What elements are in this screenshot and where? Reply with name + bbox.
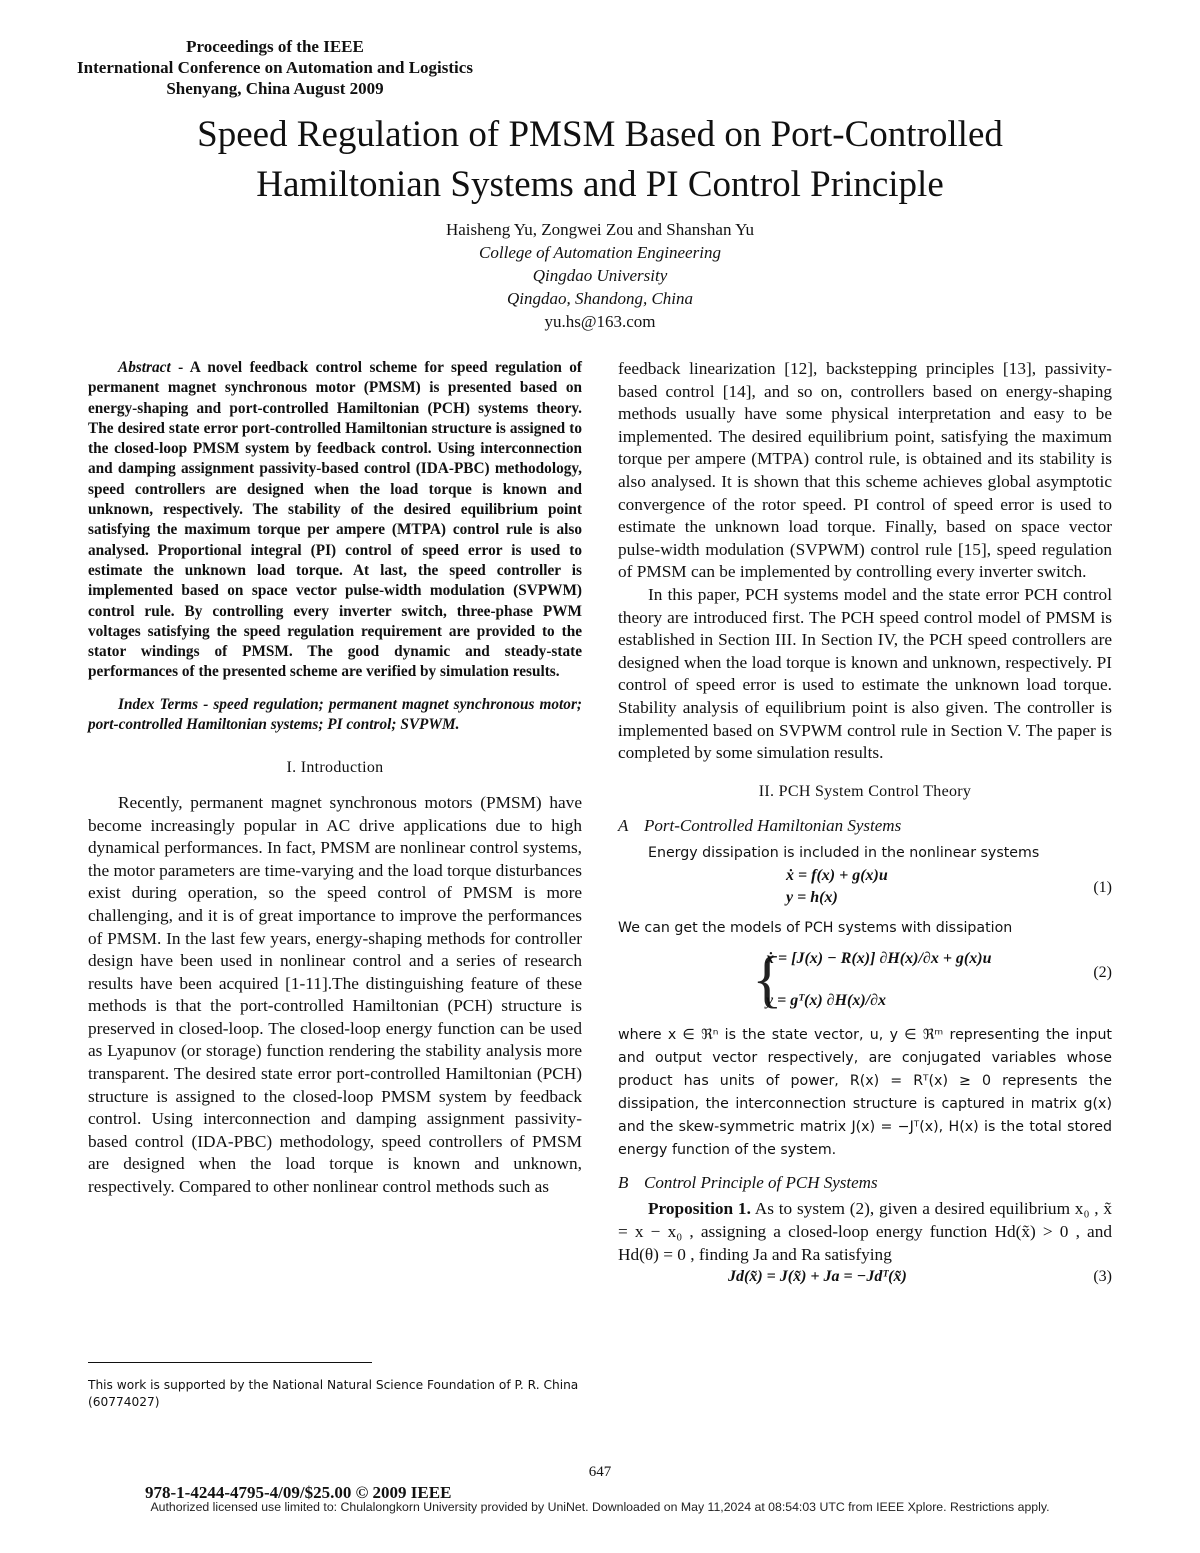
footnote-divider [88,1362,372,1363]
location-date-line: Shenyang, China August 2009 [166,79,384,98]
equation-3 [618,1266,1112,1290]
abstract-text: - A novel feedback control scheme for speed regulation of permanent magnet synchronous motor (PMSM) is presented based on energy-shaping and port-controlled Hamiltonian (PCH) systems theory. The desired state error port-controlled Hamiltonian structure is assigned to the closed-loop PMSM system by feedback control. Using interconnection and damping assignment passivity-based control (IDA-PBC) methodology, speed controllers are designed when the load torque is known and unknown, respectively. The stability of the desired equilibrium point satisfying the maximum torque per ampere (MTPA) control rule is also analysed. Proportional integral (PI) control of speed error is used to estimate the unknown load torque. At last, the speed controller is implemented based on space vector pulse-width modulation (SVPWM) control rule. By controlling every inverter switch, three-phase PWM voltages satisfying the speed regulation requirement are provided to the stator windings of PMSM. The good dynamic and steady-state performances of the presented scheme are verified by simulation results. [88,359,582,681]
author-block [300,218,900,333]
proceedings-line: Proceedings of the IEEE [186,37,364,56]
intro-continued-paragraph: feedback linearization [12], backstepping principles [13], passivity-based control [14], and so on, controllers based on energy-shaping methods usually have some physical interpretation and easy to be implemented. The desired equilibrium point, satisfying the maximum torque per ampere (MTPA) control rule, is obtained and its stability is also analysed. It is shown that this scheme achieves global asymptotic convergence of the rotor speed. PI control of speed error is used to estimate the unknown load torque. Finally, based on space vector pulse-width modulation (SVPWM) control rule [15], speed regulation of PMSM can be implemented by controlling every inverter switch. [618,359,1112,582]
subsection-a-heading [618,815,1112,838]
equation-1 [618,865,1112,917]
equation-1-body [786,865,888,909]
section-1-heading: I. Introduction [286,759,384,777]
title-line-1: Speed Regulation of PMSM Based on Port-Controlled [197,114,1003,155]
author-city: Qingdao, Shandong, China [506,289,694,308]
equation-3-number: (3) [1093,1268,1112,1286]
subsection-b-label: B [618,1172,629,1192]
equation-1-line-b: y = h(x) [786,888,838,906]
license-notice: Authorized licensed use limited to: Chulalongkorn University provided by UniNet. Downloaded on May 11,2024 at 08:54:03 UTC from IEEE Xplore. Restrictions apply. [150,1500,1050,1514]
conference-line: International Conference on Automation and Logistics [77,58,473,77]
equation-3-body: Jd(x̃) = J(x̃) + Ja = −Jdᵀ(x̃) [728,1268,907,1286]
subsection-a-title: Port-Controlled Hamiltonian Systems [644,816,902,836]
equation-2 [618,940,1112,1024]
author-department: College of Automation Engineering [479,243,721,262]
page-number: 647 [588,1464,612,1480]
right-column [618,358,1112,1290]
subsection-a-label: A [618,816,629,836]
subsection-b-title: Control Principle of PCH Systems [644,1172,878,1192]
section-2-heading: II. PCH System Control Theory [758,782,972,800]
equation-2-line-b: y = gᵀ(x) ∂H(x)/∂x [766,991,887,1009]
abstract-label: Abstract [118,359,171,376]
author-university: Qingdao University [532,266,668,285]
equation-1-number: (1) [1093,878,1112,896]
paper-title [80,110,1120,210]
pch-models-line: We can get the models of PCH systems with dissipation [618,919,1013,936]
where-paragraph: where x ∈ ℜⁿ is the state vector, u, y ∈ ℜᵐ representing the input and output vector respectively, are conjugated variables whose product has units of power, R(x) = Rᵀ(x) ≥ 0 represents the dissipation, the interconnection structure is captured in matrix g(x) and the skew-symmetric matrix J(x) = −Jᵀ(x), H(x) is the total stored energy function of the system. [618,1026,1112,1158]
energy-dissipation-line: Energy dissipation is included in the nonlinear systems [648,844,1040,861]
abstract [88,358,582,683]
proposition-paragraph [618,1198,1112,1266]
equation-1-line-a: ẋ = f(x) + g(x)u [786,866,888,884]
index-terms: Index Terms - speed regulation; permanent magnet synchronous motor; port-controlled Hamiltonian systems; PI control; SVPWM. [88,695,582,734]
left-column [88,358,582,1199]
author-email: yu.hs@163.com [544,312,656,331]
equation-2-line-a: ẋ = [J(x) − R(x)] ∂H(x)/∂x + g(x)u [766,949,992,967]
proposition-label: Proposition 1. [648,1199,751,1219]
conference-header [40,36,510,99]
paper-outline-paragraph: In this paper, PCH systems model and the state error PCH control theory are introduced first. The PCH speed control model of PMSM is established in Section III. In Section IV, the PCH speed controllers are designed when the load torque is known and unknown, respectively. PI control of speed error is used to estimate the unknown load torque. Stability analysis of equilibrium point is also given. The controller is implemented based on SVPWM control rule in Section V. The paper is completed by some simulation results. [618,584,1112,763]
introduction-paragraph: Recently, permanent magnet synchronous motors (PMSM) have become increasingly popular in AC drive applications due to high dynamical performances. In fact, PMSM are nonlinear control systems, the motor parameters are time-varying and the load torque disturbances exist during operation, so the speed control of PMSM is more challenging, and it is of great importance to improve the performances of PMSM. In the last few years, energy-shaping methods for controller design have been used in nonlinear control and a series of research results have been acquired [1-11].The distinguishing feature of these methods is that the port-controlled Hamiltonian (PCH) structure is preserved in closed-loop. The closed-loop energy function can be used as Lyapunov (or storage) function rendering the stability analysis more transparent. The desired state error port-controlled Hamiltonian (PCH) structure is assigned to the closed-loop PMSM system by feedback control. Using interconnection and damping assignment passivity-based control (IDA-PBC) methodology, speed controllers of PMSM are designed when the load torque is known and unknown, respectively. Compared to other nonlinear control methods such as [88,792,582,1197]
title-line-2: Hamiltonian Systems and PI Control Principle [256,164,944,205]
isbn-copyright: 978-1-4244-4795-4/09/$25.00 © 2009 IEEE [145,1483,452,1502]
author-names: Haisheng Yu, Zongwei Zou and Shanshan Yu [445,220,754,239]
funding-footnote: This work is supported by the National Natural Science Foundation of P. R. China (60774027) [88,1378,579,1409]
equation-2-brace: { [752,942,783,1014]
proposition-text: As to system (2), given a desired equilibrium x₀ , x̃ = x − x₀ , assigning a closed-loop energy function Hd(x̃) > 0 , and Hd(θ) = 0 , finding Ja and Ra satisfying [618,1199,1113,1264]
subsection-b-heading [618,1172,1112,1195]
equation-2-number: (2) [1093,963,1112,981]
